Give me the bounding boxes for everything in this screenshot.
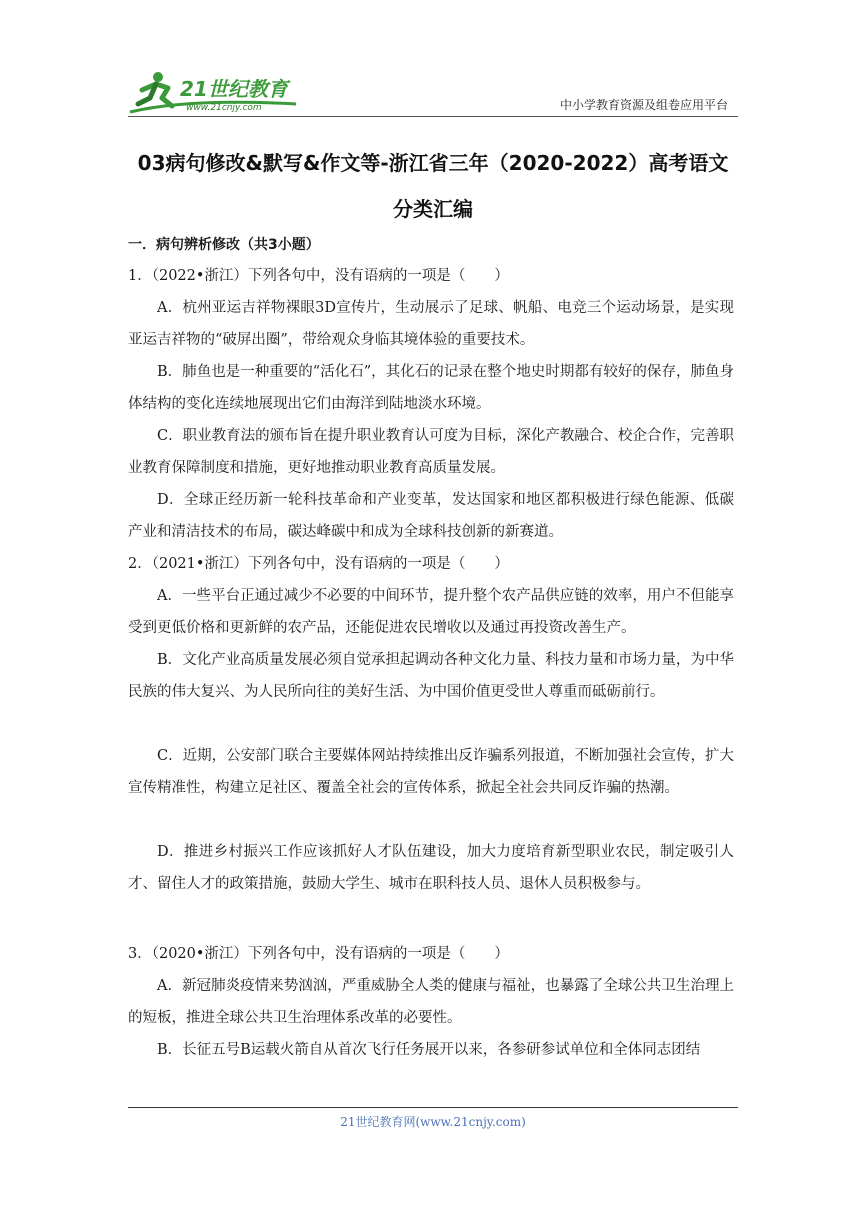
- footer-link[interactable]: 21世纪教育网(www.21cnjy.com): [340, 1115, 526, 1129]
- question-1: [128, 260, 734, 548]
- section-heading: 一．病句辨析修改（共3小题）: [128, 237, 320, 253]
- platform-name: 中小学教育资源及组卷应用平台: [559, 98, 728, 112]
- page-header: [128, 62, 738, 122]
- option-b: B．文化产业高质量发展必须自觉承担起调动各种文化力量、科技力量和市场力量，为中华民族的伟大复兴、为人民所向往的美好生活、为中国价值更受世人尊重而砥砺前行。: [128, 652, 734, 700]
- option-c: C．职业教育法的颁布旨在提升职业教育认可度为目标，深化产教融合、校企合作，完善职业教育保障制度和措施，更好地推动职业教育高质量发展。: [128, 428, 734, 476]
- svg-text:21世纪教育: 21世纪教育: [180, 77, 288, 101]
- logo-21cnjy: [128, 68, 298, 116]
- option-a: A．一些平台正通过减少不必要的中间环节，提升整个农产品供应链的效率，用户不但能享受到更低价格和更新鲜的农产品，还能促进农民增收以及通过再投资改善生产。: [128, 588, 734, 636]
- header-divider: [128, 116, 738, 117]
- option-a: A．新冠肺炎疫情来势汹汹，严重威胁全人类的健康与福祉，也暴露了全球公共卫生治理上的短板，推进全球公共卫生治理体系改革的必要性。: [128, 978, 734, 1026]
- question-3: [128, 938, 734, 1066]
- document-title-line2: 分类汇编: [393, 197, 473, 221]
- question-stem: 3．（2020•浙江）下列各句中，没有语病的一项是（ ）: [128, 946, 509, 962]
- svg-text:www.21cnjy.com: www.21cnjy.com: [186, 103, 262, 113]
- document-title-line1: 03病句修改&默写&作文等-浙江省三年（2020-2022）高考语文: [137, 151, 729, 175]
- option-c: C．近期，公安部门联合主要媒体网站持续推出反诈骗系列报道，不断加强社会宣传，扩大宣传精准性，构建立足社区、覆盖全社会的宣传体系，掀起全社会共同反诈骗的热潮。: [128, 748, 734, 796]
- option-b: B．肺鱼也是一种重要的“活化石”，其化石的记录在整个地史时期都有较好的保存，肺鱼身体结构的变化连续地展现出它们由海洋到陆地淡水环境。: [128, 364, 734, 412]
- question-stem: 1．（2022•浙江）下列各句中，没有语病的一项是（ ）: [128, 268, 509, 284]
- question-stem: 2．（2021•浙江）下列各句中，没有语病的一项是（ ）: [128, 556, 509, 572]
- option-d: D．推进乡村振兴工作应该抓好人才队伍建设，加大力度培育新型职业农民，制定吸引人才、留住人才的政策措施，鼓励大学生、城市在职科技人员、退休人员积极参与。: [128, 844, 734, 892]
- question-2: [128, 548, 734, 900]
- option-b: B．长征五号B运载火箭自从首次飞行任务展开以来，各参研参试单位和全体同志团结: [157, 1042, 701, 1058]
- option-a: A．杭州亚运吉祥物裸眼3D宣传片，生动展示了足球、帆船、电竞三个运动场景，是实现亚运吉祥物的“破屏出圈”，带给观众身临其境体验的重要技术。: [128, 300, 734, 348]
- option-d: D．全球正经历新一轮科技革命和产业变革，发达国家和地区都积极进行绿色能源、低碳产业和清洁技术的布局，碳达峰碳中和成为全球科技创新的新赛道。: [128, 492, 734, 540]
- footer-divider: [128, 1107, 738, 1108]
